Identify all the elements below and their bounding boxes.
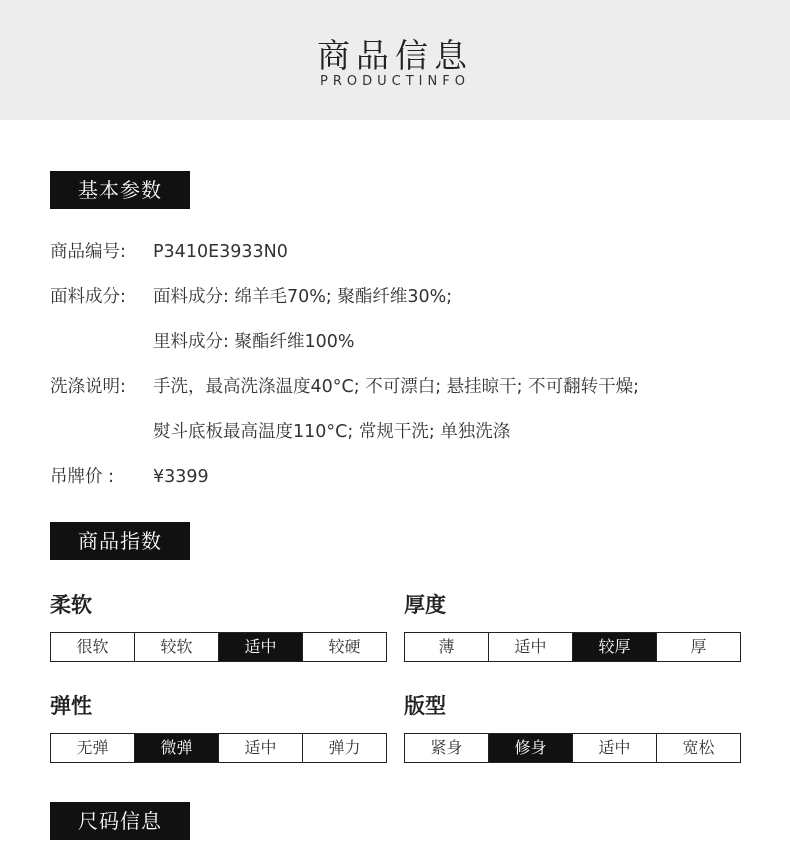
param-washing-cont: 熨斗底板最高温度110°C; 常规干洗; 单独洗涤 bbox=[153, 422, 511, 442]
scale-elasticity bbox=[50, 733, 387, 763]
param-value: 面料成分: 绵羊毛70%; 聚酯纤维30%; bbox=[153, 287, 453, 307]
scale-option: 适中 bbox=[489, 633, 573, 661]
scale-option: 修身 bbox=[489, 734, 573, 762]
scale-option: 弹力 bbox=[328, 738, 361, 757]
scale-option: 微弹 bbox=[135, 734, 219, 762]
scale-option: 薄 bbox=[405, 633, 489, 661]
param-label: 面料成分: bbox=[50, 287, 126, 307]
scale-thickness bbox=[404, 632, 741, 662]
param-product-code bbox=[50, 238, 288, 263]
param-washing bbox=[50, 373, 639, 398]
param-label: 商品编号: bbox=[50, 242, 126, 262]
scale-option: 紧身 bbox=[405, 734, 489, 762]
param-lining: 里料成分: 聚酯纤维100% bbox=[153, 332, 355, 352]
param-value: 手洗，最高洗涤温度40°C; 不可漂白; 悬挂晾干; 不可翻转干燥; bbox=[153, 377, 640, 397]
index-title-elasticity: 弹性 bbox=[50, 694, 92, 718]
scale-option: 厚 bbox=[690, 637, 707, 656]
scale-option: 较硬 bbox=[328, 637, 361, 656]
page-title: 商品信息 bbox=[317, 36, 473, 75]
param-label: 吊牌价 : bbox=[50, 467, 114, 487]
index-title-softness: 柔软 bbox=[50, 593, 92, 617]
index-title-thickness: 厚度 bbox=[404, 593, 446, 617]
scale-option: 适中 bbox=[219, 734, 303, 762]
param-price bbox=[50, 463, 209, 488]
param-value: ¥3399 bbox=[153, 467, 209, 487]
scale-option: 很软 bbox=[51, 633, 135, 661]
param-value: P3410E3933N0 bbox=[153, 242, 288, 262]
section-product-index: 商品指数 bbox=[50, 522, 190, 560]
scale-option: 适中 bbox=[573, 734, 657, 762]
section-basic-params: 基本参数 bbox=[50, 171, 190, 209]
scale-option: 适中 bbox=[219, 633, 303, 661]
param-fabric bbox=[50, 283, 452, 308]
page-header bbox=[0, 0, 790, 120]
scale-option: 无弹 bbox=[51, 734, 135, 762]
page-subtitle: PRODUCTINFO bbox=[320, 74, 470, 89]
scale-fit bbox=[404, 733, 741, 763]
scale-softness bbox=[50, 632, 387, 662]
scale-option: 较软 bbox=[135, 633, 219, 661]
scale-option: 宽松 bbox=[682, 738, 715, 757]
index-title-fit: 版型 bbox=[404, 694, 446, 718]
section-size-info: 尺码信息 bbox=[50, 802, 190, 840]
param-label: 洗涤说明: bbox=[50, 377, 126, 397]
scale-option: 较厚 bbox=[573, 633, 657, 661]
